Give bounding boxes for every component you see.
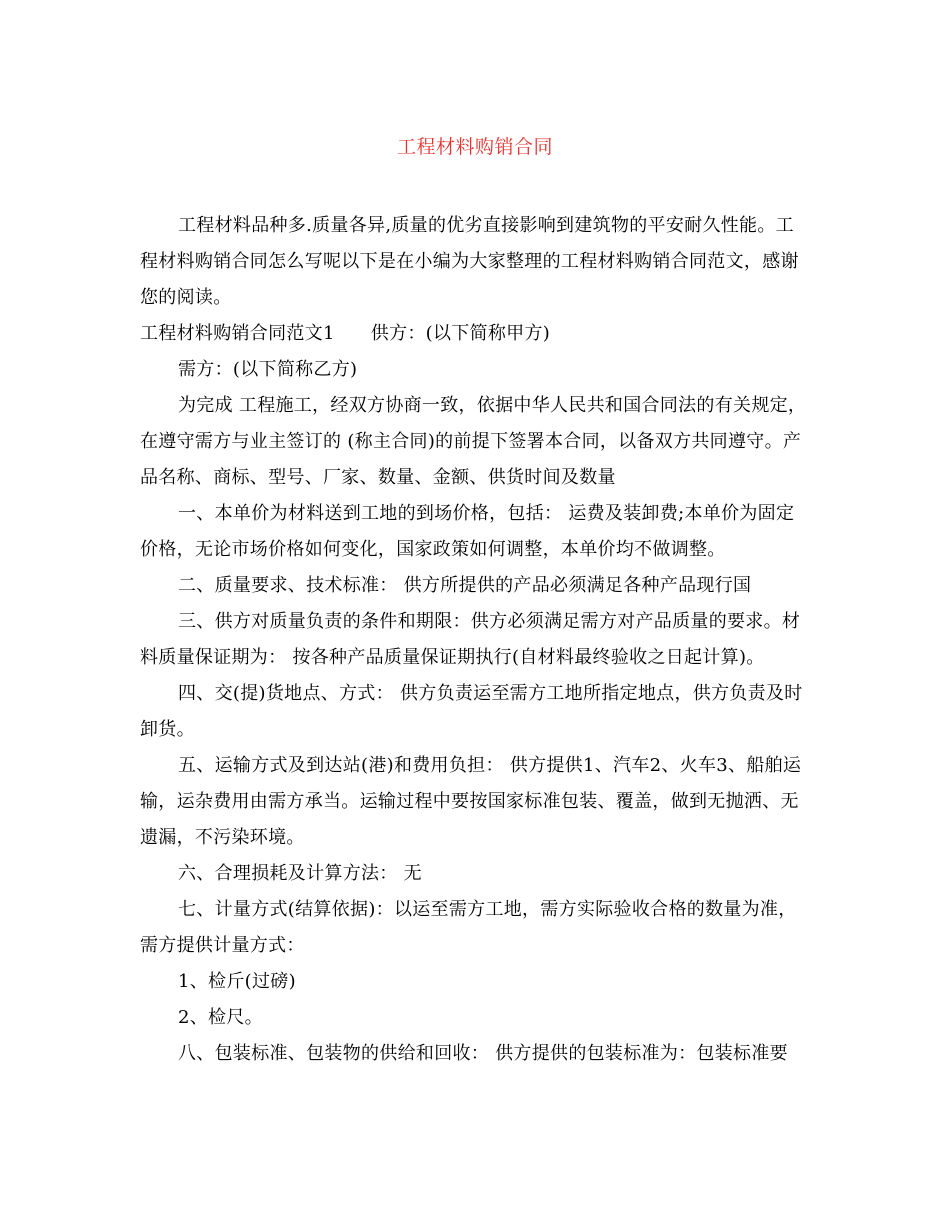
supplier-label: 供方：(以下简称甲方)	[370, 323, 551, 344]
intro-paragraph: 工程材料品种多.质量各异,质量的优劣直接影响到建筑物的平安耐久性能。工程材料购销合同怎么写呢以下是在小编为大家整理的工程材料购销合同范文，感谢您的阅读。	[140, 215, 799, 308]
clause-4: 四、交(提)货地点、方式： 供方负责运至需方工地所指定地点，供方负责及时卸货。	[140, 683, 803, 740]
contract-heading: 工程材料购销合同范文1	[140, 323, 335, 344]
list-item: 2、检尺。	[178, 1007, 263, 1028]
clause-1: 一、本单价为材料送到工地的到场价格，包括： 运费及装卸费;本单价为固定价格，无论市场价格如何变化，国家政策如何调整，本单价均不做调整。	[140, 503, 795, 560]
buyer-label: 需方：(以下简称乙方)	[178, 359, 358, 380]
list-item: 1、检斤(过磅)	[178, 971, 296, 992]
clause-6: 六、合理损耗及计算方法： 无	[178, 863, 422, 884]
clause-7: 七、计量方式(结算依据)：以运至需方工地，需方实际验收合格的数量为准，需方提供计量方式：	[140, 899, 797, 956]
contract-heading-line	[140, 316, 808, 352]
clause-5: 五、运输方式及到达站(港)和费用负担： 供方提供1、汽车2、火车3、船舶运输，运杂费用由需方承当。运输过程中要按国家标准包装、覆盖，做到无抛洒、无遗漏，不污染环境。	[140, 755, 802, 848]
document-title: 工程材料购销合同	[396, 136, 553, 158]
clause-2: 二、质量要求、技术标准： 供方所提供的产品必须满足各种产品现行国	[178, 575, 752, 596]
purpose-paragraph: 为完成 工程施工，经双方协商一致，依据中华人民共和国合同法的有关规定，在遵守需方与业主签订的 (称主合同)的前提下签署本合同，以备双方共同遵守。产品名称、商标、型号、厂家、数量、金额、供货时间及数量	[140, 395, 807, 488]
clause-3: 三、供方对质量负责的条件和期限：供方必须满足需方对产品质量的要求。材料质量保证期为： 按各种产品质量保证期执行(自材料最终验收之日起计算)。	[140, 611, 801, 668]
document-body	[140, 208, 808, 1072]
clause-8: 八、包装标准、包装物的供给和回收： 供方提供的包装标准为：包装标准要	[178, 1043, 788, 1064]
